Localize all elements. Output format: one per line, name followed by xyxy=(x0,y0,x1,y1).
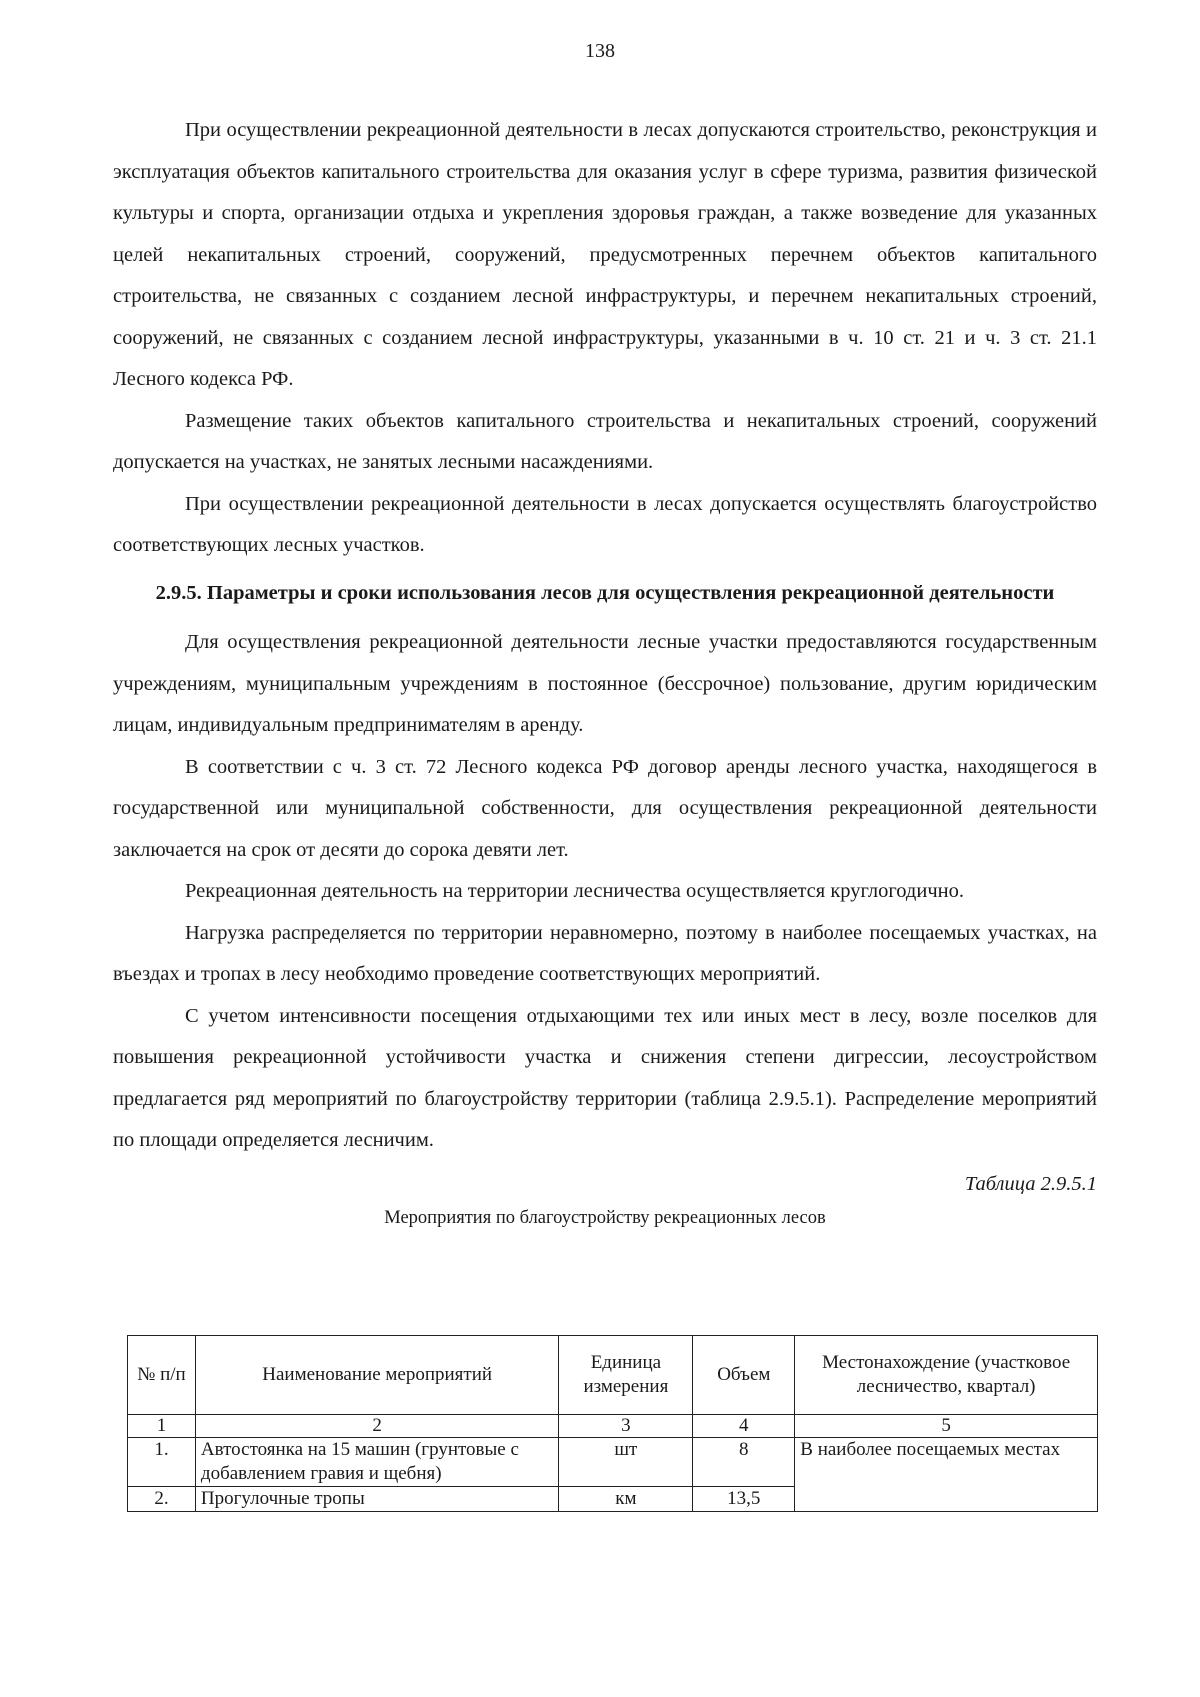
table-header-row xyxy=(128,1336,1098,1415)
cell-volume: 8 xyxy=(693,1438,795,1487)
paragraph: Для осуществления рекреационной деятельности лесные участки предоставляются государственным учреждениям, муниципальным учреждениям в постоянное (бессрочное) пользование, другим юридическим лицам, индивидуальным предпринимателям в аренду. xyxy=(113,631,1097,736)
page-number: 138 xyxy=(585,40,615,62)
section-heading: 2.9.5. Параметры и сроки использования лесов для осуществления рекреационной деятельности xyxy=(155,581,1055,604)
column-number: 3 xyxy=(559,1415,693,1438)
paragraph: Размещение таких объектов капитального строительства и некапитальных строений, сооружений допускается на участках, не занятых лесными насаждениями. xyxy=(113,409,1097,473)
column-number: 1 xyxy=(128,1415,196,1438)
table-label: Таблица 2.9.5.1 xyxy=(964,1172,1097,1195)
column-number: 4 xyxy=(693,1415,795,1438)
paragraph: Рекреационная деятельность на территории лесничества осуществляется круглогодично. xyxy=(185,880,964,902)
column-number-row xyxy=(128,1415,1098,1438)
header-unit: Единица измерения xyxy=(559,1336,693,1415)
cell-unit: шт xyxy=(559,1438,693,1487)
header-num: № п/п xyxy=(128,1336,196,1415)
document-body xyxy=(113,110,1097,1233)
cell-volume: 13,5 xyxy=(693,1487,795,1512)
cell-name: Автостоянка на 15 машин (грунтовые с добавлением гравия и щебня) xyxy=(195,1438,559,1487)
cell-num: 2. xyxy=(128,1487,196,1512)
header-location: Местонахождение (участковое лесничество, квартал) xyxy=(795,1336,1098,1415)
table-caption: Мероприятия по благоустройству рекреационных лесов xyxy=(384,1208,826,1228)
paragraph: При осуществлении рекреационной деятельности в лесах допускается осуществлять благоустройство соответствующих лесных участков. xyxy=(113,492,1097,556)
paragraph: При осуществлении рекреационной деятельности в лесах допускаются строительство, реконструкция и эксплуатация объектов капитального строительства для оказания услуг в сфере туризма, развития физической культуры и спорта, организации отдыха и укрепления здоровья граждан, а также возведение для указанных целей некапитальных строений, сооружений, предусмотренных перечнем объектов капитального строительства, не связанных с созданием лесной инфраструктуры, и перечнем некапитальных строений, сооружений, не связанных с созданием лесной инфраструктуры, указанными в ч. 10 ст. 21 и ч. 3 ст. 21.1 Лесного кодекса РФ. xyxy=(113,119,1097,390)
column-number: 5 xyxy=(795,1415,1098,1438)
cell-name: Прогулочные тропы xyxy=(195,1487,559,1512)
paragraph: В соответствии с ч. 3 ст. 72 Лесного кодекса РФ договор аренды лесного участка, находящегося в государственной или муниципальной собственности, для осуществления рекреационной деятельности заключается на срок от десяти до сорока девяти лет. xyxy=(113,755,1097,861)
cell-num: 1. xyxy=(128,1438,196,1487)
cell-unit: км xyxy=(559,1487,693,1512)
table-row xyxy=(128,1438,1098,1487)
measures-table xyxy=(127,1335,1098,1512)
cell-location: В наиболее посещаемых местах xyxy=(795,1438,1098,1512)
header-name: Наименование мероприятий xyxy=(195,1336,559,1415)
paragraph: С учетом интенсивности посещения отдыхающими тех или иных мест в лесу, возле поселков для повышения рекреационной устойчивости участка и снижения степени дигрессии, лесоустройством предлагается ряд мероприятий по благоустройству территории (таблица 2.9.5.1). Распределение мероприятий по площади определяется лесничим. xyxy=(113,1004,1097,1151)
column-number: 2 xyxy=(195,1415,559,1438)
paragraph: Нагрузка распределяется по территории неравномерно, поэтому в наиболее посещаемых участках, на въездах и тропах в лесу необходимо проведение соответствующих мероприятий. xyxy=(113,921,1097,985)
header-volume: Объем xyxy=(693,1336,795,1415)
